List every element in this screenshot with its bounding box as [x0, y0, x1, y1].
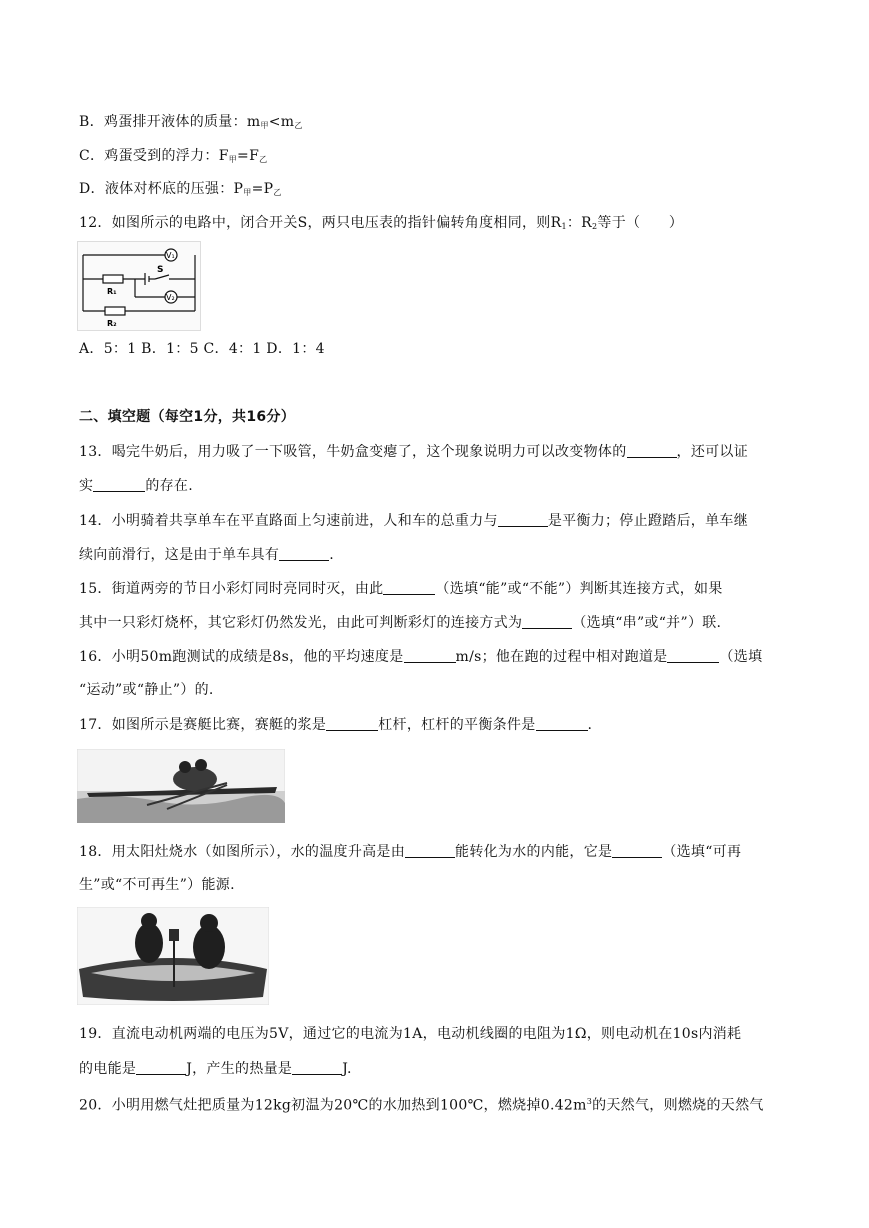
answer-blank[interactable]: [292, 1058, 342, 1075]
solar-cooker-photo: [77, 907, 269, 1005]
answer-blank[interactable]: [326, 714, 378, 731]
answer-blank[interactable]: [136, 1058, 186, 1075]
v1-label: V₁: [166, 251, 175, 260]
answer-blank[interactable]: [404, 646, 456, 663]
question-19: 19．直流电动机两端的电压为5V，通过它的电流为1A，电动机线圈的电阻为1Ω，则电动机在10s内消耗: [79, 1026, 742, 1042]
v2-label: V₂: [166, 293, 175, 302]
question-14-cont: 续向前滑行，这是由于单车具有 .: [79, 544, 334, 565]
option-c: C．鸡蛋受到的浮力：$F_甲=F_乙$: [79, 148, 268, 164]
answer-blank[interactable]: [383, 578, 435, 595]
answer-blank[interactable]: [612, 841, 662, 858]
question-13-cont: 实 的存在.: [79, 475, 193, 496]
answer-blank[interactable]: [522, 612, 572, 629]
answer-blank[interactable]: [93, 475, 145, 492]
question-20: 20．小明用燃气灶把质量为12kg初温为20℃的水加热到100℃，燃烧掉$0.42m^3$的天然气，则燃烧的天然气: [79, 1097, 764, 1114]
question-13: 13．喝完牛奶后，用力吸了一下吸管，牛奶盒变瘪了，这个现象说明力可以改变物体的 ，还可以证: [79, 441, 748, 462]
question-19-cont: 的电能是 J，产生的热量是 J.: [79, 1058, 352, 1079]
answer-blank[interactable]: [498, 510, 548, 527]
question-14: 14．小明骑着共享单车在平直路面上匀速前进，人和车的总重力与 是平衡力；停止蹬踏后，单车继: [79, 510, 748, 531]
rowing-photo: [77, 749, 285, 823]
answer-blank[interactable]: [627, 441, 677, 458]
switch-label: S: [157, 265, 164, 275]
question-18: 18．用太阳灶烧水（如图所示），水的温度升高是由 能转化为水的内能，它是 （选填“可再: [79, 841, 741, 862]
question-18-cont: 生”或“不可再生”）能源.: [79, 877, 235, 893]
answer-blank[interactable]: [536, 714, 588, 731]
option-b: B．鸡蛋排开液体的质量：$m_甲<m_乙$: [79, 114, 303, 130]
question-12-choices: A．5：1 B．1：5 C．4：1 D．1：4: [79, 341, 325, 357]
r2-label: R₂: [107, 319, 117, 328]
answer-blank[interactable]: [405, 841, 455, 858]
option-d: D．液体对杯底的压强：$P_甲=P_乙$: [79, 181, 282, 197]
question-15: 15．街道两旁的节日小彩灯同时亮同时灭，由此 （选填“能”或“不能”）判断其连接方式，如果: [79, 578, 723, 599]
answer-blank[interactable]: [667, 646, 719, 663]
question-12: 12．如图所示的电路中，闭合开关S，两只电压表的指针偏转角度相同，则$R_1$：$R_2$等于（ ）: [79, 215, 684, 231]
circuit-diagram: [77, 241, 202, 332]
question-17: 17．如图所示是赛艇比赛，赛艇的浆是 杠杆，杠杆的平衡条件是 .: [79, 714, 592, 735]
question-16: 16．小明50m跑测试的成绩是8s，他的平均速度是 m/s；他在跑的过程中相对跑道是 （选填: [79, 646, 762, 667]
section-heading: 二、填空题（每空1分，共16分）: [79, 409, 296, 425]
r1-label: R₁: [107, 287, 117, 296]
answer-blank[interactable]: [279, 544, 329, 561]
question-15-cont: 其中一只彩灯烧杯，其它彩灯仍然发光，由此可判断彩灯的连接方式为 （选填“串”或“并”）联.: [79, 612, 721, 633]
question-16-cont: “运动”或“静止”）的.: [79, 682, 214, 698]
